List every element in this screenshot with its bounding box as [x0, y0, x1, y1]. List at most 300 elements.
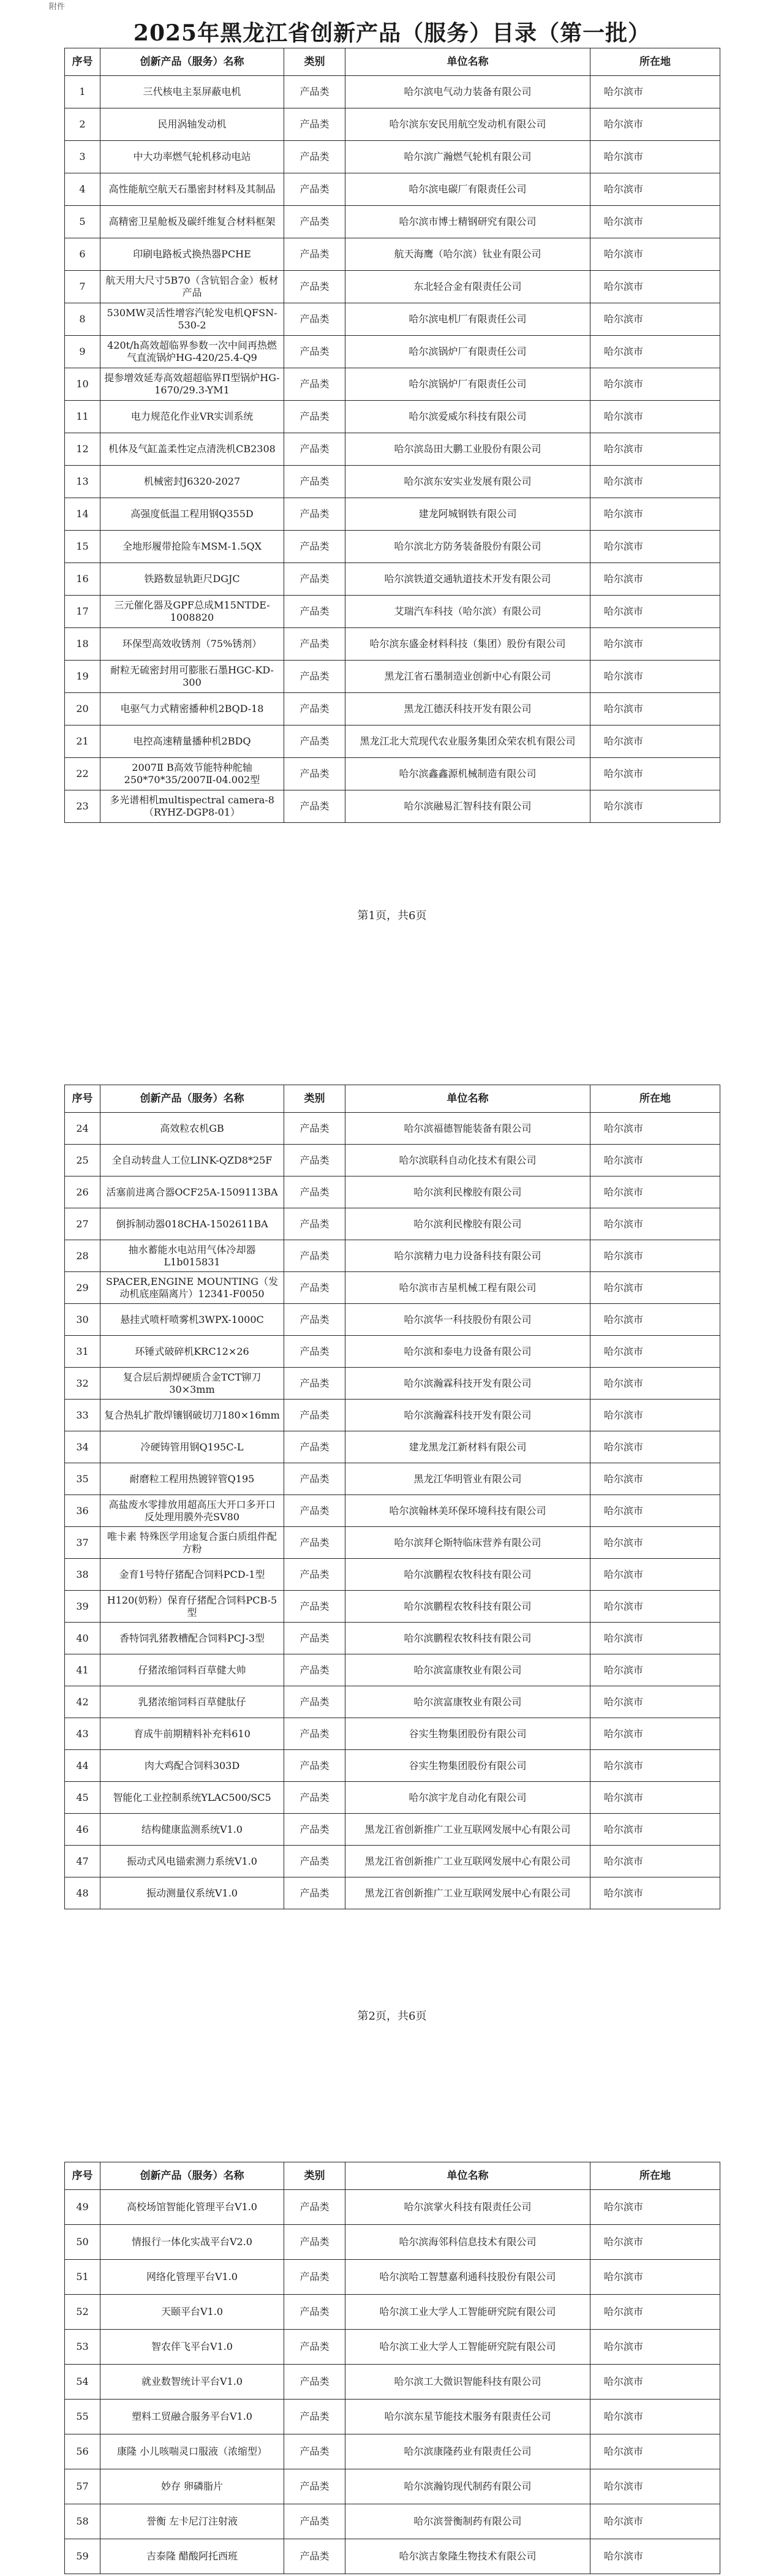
cell-no: 6	[65, 238, 100, 271]
cell-location: 哈尔滨市	[590, 1559, 720, 1591]
cell-no: 20	[65, 693, 100, 725]
table-row	[65, 1208, 720, 1240]
cell-no: 13	[65, 466, 100, 498]
cell-no: 28	[65, 1240, 100, 1272]
cell-unit: 哈尔滨拜仑斯特临床营养有限公司	[345, 1527, 590, 1559]
cell-no: 15	[65, 531, 100, 563]
cell-category: 产品类	[284, 1814, 345, 1846]
cell-category: 产品类	[284, 1463, 345, 1495]
cell-no: 19	[65, 661, 100, 693]
header-name: 创新产品（服务）名称	[100, 1085, 284, 1113]
cell-category: 产品类	[284, 2330, 345, 2365]
catalog-table-page-3	[64, 2162, 720, 2574]
table-row	[65, 206, 720, 238]
cell-name: 高盐废水零排放用超高压大开口多开口反处理用膜外壳SV80	[100, 1495, 284, 1527]
cell-name: 唯卡素 特殊医学用途复合蛋白质组件配方粉	[100, 1527, 284, 1559]
cell-no: 24	[65, 1113, 100, 1145]
cell-no: 52	[65, 2295, 100, 2330]
cell-unit: 哈尔滨锅炉厂有限责任公司	[345, 336, 590, 368]
cell-no: 23	[65, 790, 100, 823]
cell-location: 哈尔滨市	[590, 1272, 720, 1304]
cell-location: 哈尔滨市	[590, 531, 720, 563]
cell-no: 22	[65, 758, 100, 790]
cell-location: 哈尔滨市	[590, 1750, 720, 1782]
cell-unit: 哈尔滨联科自动化技术有限公司	[345, 1145, 590, 1176]
cell-category: 产品类	[284, 596, 345, 628]
cell-no: 58	[65, 2504, 100, 2539]
table-row	[65, 563, 720, 596]
header-no: 序号	[65, 48, 100, 76]
table-row	[65, 1336, 720, 1368]
cell-unit: 艾瑞汽车科技（哈尔滨）有限公司	[345, 596, 590, 628]
cell-unit: 哈尔滨电机厂有限责任公司	[345, 303, 590, 336]
cell-unit: 哈尔滨和泰电力设备有限公司	[345, 1336, 590, 1368]
cell-unit: 哈尔滨利民橡胶有限公司	[345, 1208, 590, 1240]
table-row	[65, 2400, 720, 2434]
cell-category: 产品类	[284, 758, 345, 790]
table-row	[65, 1782, 720, 1814]
cell-no: 11	[65, 401, 100, 433]
cell-location: 哈尔滨市	[590, 1113, 720, 1145]
table-row	[65, 141, 720, 173]
cell-unit: 哈尔滨利民橡胶有限公司	[345, 1176, 590, 1208]
cell-unit: 哈尔滨华一科技股份有限公司	[345, 1304, 590, 1336]
cell-category: 产品类	[284, 238, 345, 271]
cell-category: 产品类	[284, 1846, 345, 1877]
cell-location: 哈尔滨市	[590, 1814, 720, 1846]
cell-no: 54	[65, 2365, 100, 2400]
table-row	[65, 2260, 720, 2295]
cell-unit: 哈尔滨誉衡制药有限公司	[345, 2504, 590, 2539]
cell-name: 网络化管理平台V1.0	[100, 2260, 284, 2295]
header-name: 创新产品（服务）名称	[100, 48, 284, 76]
cell-location: 哈尔滨市	[590, 2260, 720, 2295]
cell-no: 35	[65, 1463, 100, 1495]
cell-location: 哈尔滨市	[590, 1718, 720, 1750]
cell-name: 航天用大尺寸5B70（含钪铝合金）板材产品	[100, 271, 284, 303]
cell-no: 37	[65, 1527, 100, 1559]
table-row	[65, 661, 720, 693]
cell-no: 41	[65, 1654, 100, 1686]
cell-name: 香特饲乳猪教槽配合饲料PCJ-3型	[100, 1623, 284, 1654]
table-row	[65, 433, 720, 466]
cell-location: 哈尔滨市	[590, 1336, 720, 1368]
cell-category: 产品类	[284, 628, 345, 661]
cell-name: 吉泰隆 醋酸阿托西班	[100, 2539, 284, 2574]
cell-category: 产品类	[284, 1527, 345, 1559]
table-row	[65, 1654, 720, 1686]
cell-location: 哈尔滨市	[590, 1208, 720, 1240]
cell-name: 印刷电路板式换热器PCHE	[100, 238, 284, 271]
table-row	[65, 238, 720, 271]
cell-no: 2	[65, 108, 100, 141]
table-row	[65, 401, 720, 433]
cell-location: 哈尔滨市	[590, 466, 720, 498]
cell-no: 17	[65, 596, 100, 628]
cell-location: 哈尔滨市	[590, 1686, 720, 1718]
cell-category: 产品类	[284, 1145, 345, 1176]
cell-category: 产品类	[284, 2190, 345, 2225]
table-row	[65, 1272, 720, 1304]
cell-unit: 哈尔滨翰林美环保环境科技有限公司	[345, 1495, 590, 1527]
cell-name: 塑料工贸融合服务平台V1.0	[100, 2400, 284, 2434]
cell-unit: 黑龙江德沃科技开发有限公司	[345, 693, 590, 725]
cell-no: 39	[65, 1591, 100, 1623]
cell-name: 高效粒农机GB	[100, 1113, 284, 1145]
cell-location: 哈尔滨市	[590, 596, 720, 628]
table-row	[65, 2434, 720, 2469]
cell-location: 哈尔滨市	[590, 1463, 720, 1495]
cell-location: 哈尔滨市	[590, 1846, 720, 1877]
cell-location: 哈尔滨市	[590, 206, 720, 238]
cell-unit: 哈尔滨康隆药业有限责任公司	[345, 2434, 590, 2469]
cell-unit: 哈尔滨工业大学人工智能研究院有限公司	[345, 2330, 590, 2365]
table-header-row	[65, 48, 720, 76]
cell-name: 情报行一体化实战平台V2.0	[100, 2225, 284, 2260]
cell-location: 哈尔滨市	[590, 1145, 720, 1176]
cell-name: 耐磨粒工程用热镀锌管Q195	[100, 1463, 284, 1495]
cell-name: 铁路数显轨距尺DGJC	[100, 563, 284, 596]
cell-name: 全自动转盘人工位LINK-QZD8*25F	[100, 1145, 284, 1176]
table-row	[65, 1400, 720, 1431]
table-row	[65, 368, 720, 401]
cell-location: 哈尔滨市	[590, 173, 720, 206]
cell-unit: 黑龙江北大荒现代农业服务集团众荣农机有限公司	[345, 725, 590, 758]
cell-name: 康隆 小儿咳喘灵口服液（浓缩型）	[100, 2434, 284, 2469]
cell-category: 产品类	[284, 563, 345, 596]
cell-unit: 哈尔滨岛田大鹏工业股份有限公司	[345, 433, 590, 466]
cell-category: 产品类	[284, 693, 345, 725]
cell-category: 产品类	[284, 1176, 345, 1208]
cell-no: 33	[65, 1400, 100, 1431]
cell-location: 哈尔滨市	[590, 1400, 720, 1431]
cell-name: 智能化工业控制系统YLAC500/SC5	[100, 1782, 284, 1814]
cell-name: 电力规范化作业VR实训系统	[100, 401, 284, 433]
cell-name: 仔猪浓缩饲料百草健大帅	[100, 1654, 284, 1686]
header-category: 类别	[284, 1085, 345, 1113]
cell-location: 哈尔滨市	[590, 758, 720, 790]
cell-location: 哈尔滨市	[590, 76, 720, 108]
cell-location: 哈尔滨市	[590, 1527, 720, 1559]
cell-category: 产品类	[284, 2539, 345, 2574]
cell-unit: 哈尔滨瀚霖科技开发有限公司	[345, 1400, 590, 1431]
table-header-row	[65, 1085, 720, 1113]
cell-unit: 黑龙江省创新推广工业互联网发展中心有限公司	[345, 1877, 590, 1909]
cell-no: 3	[65, 141, 100, 173]
cell-location: 哈尔滨市	[590, 2504, 720, 2539]
cell-category: 产品类	[284, 1559, 345, 1591]
cell-category: 产品类	[284, 1750, 345, 1782]
cell-name: 环保型高效收锈剂（75%锈剂）	[100, 628, 284, 661]
table-row	[65, 758, 720, 790]
table-row	[65, 2365, 720, 2400]
cell-name: H120(奶粉）保育仔猪配合饲料PCB-5型	[100, 1591, 284, 1623]
table-row	[65, 1113, 720, 1145]
table-row	[65, 2330, 720, 2365]
cell-unit: 哈尔滨广瀚燃气轮机有限公司	[345, 141, 590, 173]
cell-unit: 哈尔滨掌火科技有限责任公司	[345, 2190, 590, 2225]
cell-name: SPACER,ENGINE MOUNTING（发动机底座隔离片）12341-F0050	[100, 1272, 284, 1304]
cell-location: 哈尔滨市	[590, 368, 720, 401]
cell-no: 36	[65, 1495, 100, 1527]
cell-category: 产品类	[284, 1400, 345, 1431]
cell-category: 产品类	[284, 1877, 345, 1909]
cell-location: 哈尔滨市	[590, 498, 720, 531]
cell-category: 产品类	[284, 1113, 345, 1145]
cell-no: 29	[65, 1272, 100, 1304]
cell-name: 智农伴飞平台V1.0	[100, 2330, 284, 2365]
cell-unit: 哈尔滨电气动力装备有限公司	[345, 76, 590, 108]
cell-unit: 哈尔滨富康牧业有限公司	[345, 1654, 590, 1686]
cell-no: 8	[65, 303, 100, 336]
table-row	[65, 466, 720, 498]
cell-name: 悬挂式喷杆喷雾机3WPX-1000C	[100, 1304, 284, 1336]
cell-location: 哈尔滨市	[590, 271, 720, 303]
cell-name: 机械密封J6320-2027	[100, 466, 284, 498]
cell-no: 57	[65, 2469, 100, 2504]
cell-location: 哈尔滨市	[590, 790, 720, 823]
cell-location: 哈尔滨市	[590, 433, 720, 466]
table-row	[65, 725, 720, 758]
table-row	[65, 2295, 720, 2330]
cell-location: 哈尔滨市	[590, 238, 720, 271]
cell-no: 55	[65, 2400, 100, 2434]
cell-category: 产品类	[284, 1368, 345, 1400]
header-category: 类别	[284, 2162, 345, 2190]
cell-no: 40	[65, 1623, 100, 1654]
table-row	[65, 336, 720, 368]
table-row	[65, 693, 720, 725]
header-name: 创新产品（服务）名称	[100, 2162, 284, 2190]
cell-no: 53	[65, 2330, 100, 2365]
cell-category: 产品类	[284, 336, 345, 368]
cell-name: 育成牛前期精料补充料610	[100, 1718, 284, 1750]
cell-no: 12	[65, 433, 100, 466]
cell-no: 46	[65, 1814, 100, 1846]
cell-unit: 哈尔滨东安民用航空发动机有限公司	[345, 108, 590, 141]
cell-name: 振动测量仪系统V1.0	[100, 1877, 284, 1909]
catalog-table-page-1	[64, 48, 720, 823]
header-location: 所在地	[590, 48, 720, 76]
cell-category: 产品类	[284, 1718, 345, 1750]
cell-name: 活塞前进离合器OCF25A-1509113BA	[100, 1176, 284, 1208]
cell-unit: 哈尔滨东安实业发展有限公司	[345, 466, 590, 498]
page-footer-2: 第2页，共6页	[357, 2010, 427, 2023]
cell-no: 21	[65, 725, 100, 758]
cell-no: 14	[65, 498, 100, 531]
cell-unit: 哈尔滨市博士精钢研究有限公司	[345, 206, 590, 238]
table-row	[65, 2469, 720, 2504]
cell-no: 10	[65, 368, 100, 401]
cell-unit: 黑龙江华明管业有限公司	[345, 1463, 590, 1495]
cell-category: 产品类	[284, 498, 345, 531]
cell-location: 哈尔滨市	[590, 725, 720, 758]
cell-location: 哈尔滨市	[590, 628, 720, 661]
cell-unit: 哈尔滨鹏程农牧科技有限公司	[345, 1623, 590, 1654]
cell-location: 哈尔滨市	[590, 693, 720, 725]
cell-unit: 哈尔滨工业大学人工智能研究院有限公司	[345, 2295, 590, 2330]
cell-no: 1	[65, 76, 100, 108]
cell-location: 哈尔滨市	[590, 2295, 720, 2330]
cell-category: 产品类	[284, 466, 345, 498]
cell-location: 哈尔滨市	[590, 1431, 720, 1463]
cell-no: 9	[65, 336, 100, 368]
cell-category: 产品类	[284, 303, 345, 336]
cell-unit: 哈尔滨东盛金材料科技（集团）股份有限公司	[345, 628, 590, 661]
cell-name: 天颐平台V1.0	[100, 2295, 284, 2330]
table-row	[65, 1431, 720, 1463]
cell-category: 产品类	[284, 1654, 345, 1686]
table-row	[65, 1814, 720, 1846]
cell-location: 哈尔滨市	[590, 661, 720, 693]
cell-no: 16	[65, 563, 100, 596]
cell-category: 产品类	[284, 433, 345, 466]
cell-no: 45	[65, 1782, 100, 1814]
cell-category: 产品类	[284, 1782, 345, 1814]
cell-location: 哈尔滨市	[590, 1782, 720, 1814]
cell-name: 结构健康监测系统V1.0	[100, 1814, 284, 1846]
table-row	[65, 1559, 720, 1591]
cell-name: 530MW灵活性增容汽轮发电机QFSN-530-2	[100, 303, 284, 336]
cell-no: 38	[65, 1559, 100, 1591]
catalog-table-page-2	[64, 1085, 720, 1909]
table-row	[65, 1877, 720, 1909]
cell-location: 哈尔滨市	[590, 2469, 720, 2504]
cell-location: 哈尔滨市	[590, 2225, 720, 2260]
cell-name: 妙存 卵磷脂片	[100, 2469, 284, 2504]
cell-no: 26	[65, 1176, 100, 1208]
cell-no: 43	[65, 1718, 100, 1750]
cell-location: 哈尔滨市	[590, 2539, 720, 2574]
cell-no: 50	[65, 2225, 100, 2260]
cell-category: 产品类	[284, 2400, 345, 2434]
cell-name: 高校场馆智能化管理平台V1.0	[100, 2190, 284, 2225]
cell-location: 哈尔滨市	[590, 1495, 720, 1527]
page-footer-1: 第1页，共6页	[357, 909, 427, 922]
cell-name: 民用涡轴发动机	[100, 108, 284, 141]
cell-category: 产品类	[284, 271, 345, 303]
table-row	[65, 596, 720, 628]
table-row	[65, 628, 720, 661]
cell-unit: 哈尔滨电碳厂有限责任公司	[345, 173, 590, 206]
cell-name: 抽水蓄能水电站用气体冷却器L1b015831	[100, 1240, 284, 1272]
cell-no: 48	[65, 1877, 100, 1909]
cell-category: 产品类	[284, 173, 345, 206]
cell-category: 产品类	[284, 1431, 345, 1463]
cell-unit: 建龙黑龙江新材料有限公司	[345, 1431, 590, 1463]
cell-unit: 哈尔滨富康牧业有限公司	[345, 1686, 590, 1718]
cell-category: 产品类	[284, 531, 345, 563]
cell-name: 三代核电主泵屏蔽电机	[100, 76, 284, 108]
cell-name: 提参增效延寿高效超超临界Π型锅炉HG-1670/29.3-YM1	[100, 368, 284, 401]
cell-unit: 哈尔滨锅炉厂有限责任公司	[345, 368, 590, 401]
table-row	[65, 1686, 720, 1718]
cell-no: 25	[65, 1145, 100, 1176]
table-row	[65, 498, 720, 531]
cell-category: 产品类	[284, 1240, 345, 1272]
table-row	[65, 1527, 720, 1559]
cell-unit: 哈尔滨鑫鑫源机械制造有限公司	[345, 758, 590, 790]
cell-unit: 东北轻合金有限责任公司	[345, 271, 590, 303]
cell-unit: 哈尔滨北方防务装备股份有限公司	[345, 531, 590, 563]
cell-unit: 哈尔滨瀚霖科技开发有限公司	[345, 1368, 590, 1400]
table-row	[65, 2504, 720, 2539]
cell-location: 哈尔滨市	[590, 1176, 720, 1208]
cell-category: 产品类	[284, 2434, 345, 2469]
cell-name: 高性能航空航天石墨密封材料及其制品	[100, 173, 284, 206]
cell-name: 全地形履带抢险车MSM-1.5QX	[100, 531, 284, 563]
cell-name: 高强度低温工程用钢Q355D	[100, 498, 284, 531]
table-row	[65, 2225, 720, 2260]
table-row	[65, 1240, 720, 1272]
table-header-row	[65, 2162, 720, 2190]
cell-category: 产品类	[284, 2260, 345, 2295]
table-row	[65, 173, 720, 206]
table-row	[65, 271, 720, 303]
header-location: 所在地	[590, 2162, 720, 2190]
cell-name: 电控高速精量播种机2BDQ	[100, 725, 284, 758]
header-location: 所在地	[590, 1085, 720, 1113]
cell-no: 56	[65, 2434, 100, 2469]
cell-unit: 航天海鹰（哈尔滨）钛业有限公司	[345, 238, 590, 271]
cell-location: 哈尔滨市	[590, 2330, 720, 2365]
cell-no: 32	[65, 1368, 100, 1400]
cell-unit: 黑龙江省石墨制造业创新中心有限公司	[345, 661, 590, 693]
cell-location: 哈尔滨市	[590, 2434, 720, 2469]
table-row	[65, 1591, 720, 1623]
cell-unit: 哈尔滨铁道交通轨道技术开发有限公司	[345, 563, 590, 596]
document-title: 2025年黑龙江省创新产品（服务）目录（第一批）	[133, 20, 651, 46]
cell-name: 中大功率燃气轮机移动电站	[100, 141, 284, 173]
cell-category: 产品类	[284, 790, 345, 823]
cell-category: 产品类	[284, 661, 345, 693]
cell-unit: 哈尔滨工大微识智能科技有限公司	[345, 2365, 590, 2400]
cell-unit: 哈尔滨福德智能装备有限公司	[345, 1113, 590, 1145]
cell-name: 机体及气缸盖柔性定点清洗机CB2308	[100, 433, 284, 466]
cell-location: 哈尔滨市	[590, 1623, 720, 1654]
cell-unit: 哈尔滨融易汇智科技有限公司	[345, 790, 590, 823]
cell-name: 振动式风电锚索测力系统V1.0	[100, 1846, 284, 1877]
cell-unit: 哈尔滨爱威尔科技有限公司	[345, 401, 590, 433]
cell-category: 产品类	[284, 1495, 345, 1527]
cell-unit: 哈尔滨吉象隆生物技术有限公司	[345, 2539, 590, 2574]
cell-category: 产品类	[284, 1336, 345, 1368]
cell-category: 产品类	[284, 76, 345, 108]
table-row	[65, 1846, 720, 1877]
cell-name: 誉衡 左卡尼汀注射液	[100, 2504, 284, 2539]
cell-category: 产品类	[284, 108, 345, 141]
cell-unit: 哈尔滨海邻科信息技术有限公司	[345, 2225, 590, 2260]
cell-name: 三元催化器及GPF总成M15NTDE-1008820	[100, 596, 284, 628]
table-row	[65, 1304, 720, 1336]
cell-name: 2007Ⅱ B高效节能特种舵轴250*70*35/2007Ⅱ-04.002型	[100, 758, 284, 790]
table-row	[65, 76, 720, 108]
cell-category: 产品类	[284, 2365, 345, 2400]
cell-name: 高精密卫星舱板及碳纤维复合材料框架	[100, 206, 284, 238]
cell-name: 倒拆制动器018CHA-1502611BA	[100, 1208, 284, 1240]
cell-no: 49	[65, 2190, 100, 2225]
cell-category: 产品类	[284, 725, 345, 758]
cell-no: 27	[65, 1208, 100, 1240]
cell-unit: 哈尔滨瀚钧现代制药有限公司	[345, 2469, 590, 2504]
cell-category: 产品类	[284, 368, 345, 401]
cell-location: 哈尔滨市	[590, 1368, 720, 1400]
header-unit: 单位名称	[345, 48, 590, 76]
table-row	[65, 1176, 720, 1208]
table-row	[65, 1718, 720, 1750]
cell-unit: 哈尔滨宇龙自动化有限公司	[345, 1782, 590, 1814]
cell-name: 复合热轧扩散焊镶钢破切刀180×16mm	[100, 1400, 284, 1431]
